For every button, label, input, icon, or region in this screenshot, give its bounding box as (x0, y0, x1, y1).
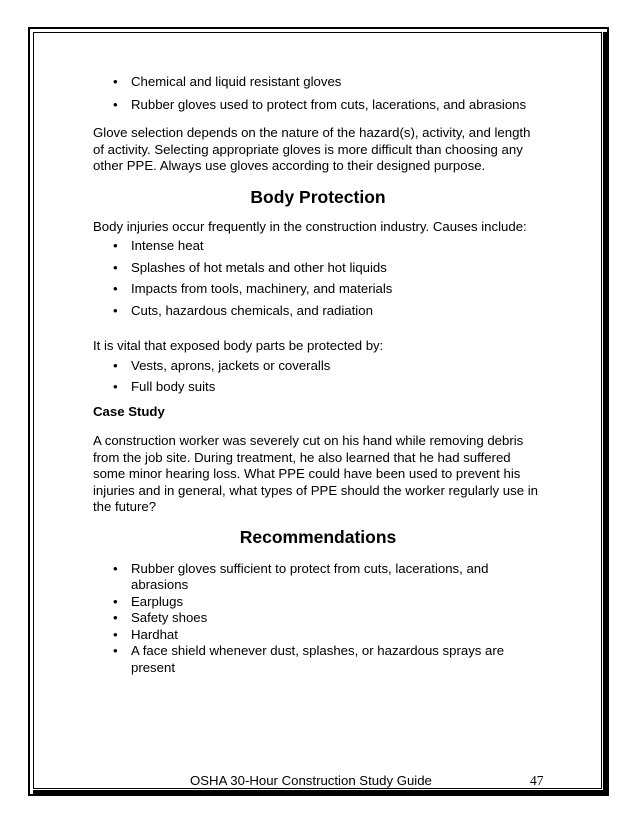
section-heading-body-protection: Body Protection (250, 186, 386, 207)
list-item: • Rubber gloves sufficient to protect from cuts, lacerations, and abrasions (93, 561, 543, 594)
glove-paragraph: Glove selection depends on the nature of the hazard(s), activity, and length of activity. Selecting appropriate gloves is more difficult than choosing any other PPE. Always use gloves according to their designed purpose. (93, 125, 531, 173)
list-item: • Safety shoes (93, 610, 543, 627)
case-study-text: A construction worker was severely cut on his hand while removing debris from the job site. During treatment, he also learned that he had suffered some minor hearing loss. What PPE could have been used to prevent his injuries and in general, what types of PPE should the worker regularly use in the future? (93, 433, 538, 514)
footer-title: OSHA 30-Hour Construction Study Guide (190, 773, 432, 788)
protections-list (93, 358, 543, 396)
list-item: • Impacts from tools, machinery, and materials (93, 281, 543, 298)
vital-paragraph: It is vital that exposed body parts be protected by: (93, 338, 384, 353)
causes-list (93, 238, 543, 319)
case-study-title: Case Study (93, 403, 165, 419)
list-item: • Hardhat (93, 627, 543, 644)
list-item: • Full body suits (93, 379, 543, 396)
page-number: 47 (530, 773, 544, 788)
body-intro: Body injuries occur frequently in the construction industry. Causes include: (93, 218, 527, 234)
recommendations-list (93, 561, 543, 677)
glove-list (93, 74, 543, 113)
list-item: • Splashes of hot metals and other hot liquids (93, 260, 543, 277)
list-item: • Rubber gloves used to protect from cuts, lacerations, and abrasions (93, 97, 543, 114)
list-item: • Intense heat (93, 238, 543, 255)
list-item: • Cuts, hazardous chemicals, and radiation (93, 303, 543, 320)
list-item: • Earplugs (93, 594, 543, 611)
page-content (93, 68, 543, 676)
list-item: • Chemical and liquid resistant gloves (93, 74, 543, 91)
list-item: • Vests, aprons, jackets or coveralls (93, 358, 543, 375)
list-item: • A face shield whenever dust, splashes, or hazardous sprays are present (93, 643, 543, 676)
section-heading-recommendations: Recommendations (239, 526, 397, 547)
